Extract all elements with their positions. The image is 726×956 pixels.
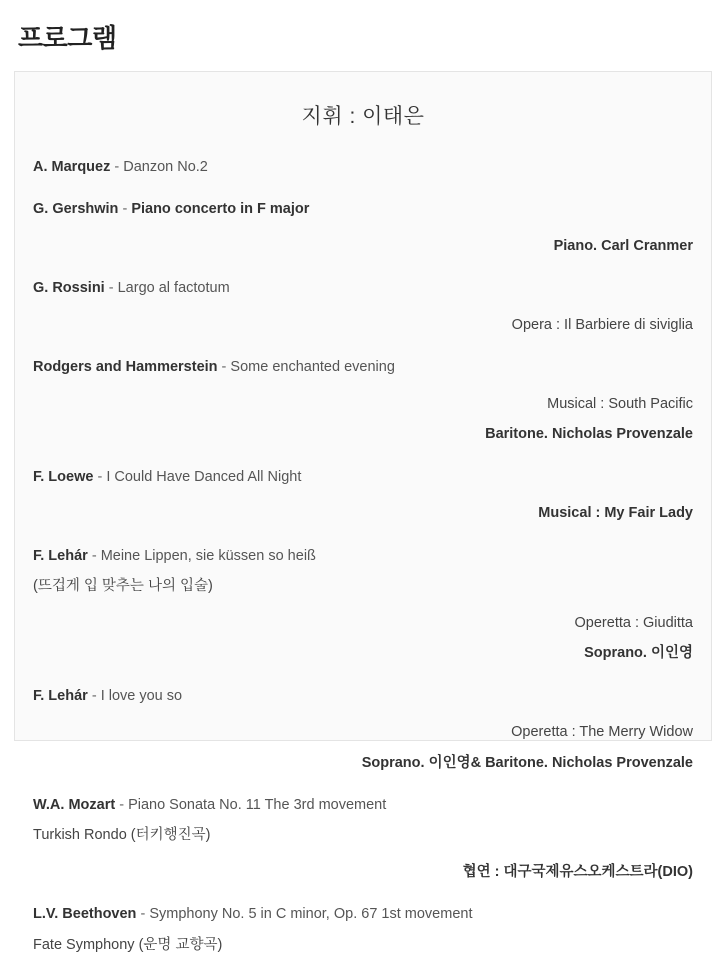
credit-text: Operetta : Giuditta (574, 614, 693, 631)
spacer (27, 926, 699, 934)
work-title: I Could Have Danced All Night (106, 468, 302, 485)
program-piece (27, 794, 699, 816)
spacer (27, 446, 699, 466)
work-title: Symphony No. 5 in C minor, Op. 67 1st movement (149, 906, 473, 923)
program-subline (27, 824, 699, 846)
spacer (27, 774, 699, 794)
spacer (27, 847, 699, 861)
spacer (27, 744, 699, 752)
program-piece (27, 545, 699, 567)
spacer (27, 883, 699, 903)
program-subline (27, 934, 699, 956)
spacer (27, 488, 699, 502)
spacer (27, 525, 699, 545)
composer-name: F. Loewe (33, 468, 94, 485)
program-credit (27, 502, 699, 524)
spacer (27, 379, 699, 393)
program-credit (27, 235, 699, 257)
program-credit (27, 752, 699, 774)
credit-text: Musical : My Fair Lady (538, 505, 693, 522)
credit-text: Soprano. 이인영& Baritone. Nicholas Provenzale (361, 754, 693, 771)
separator-dash: - (115, 796, 129, 813)
separator-dash: - (136, 906, 150, 923)
program-piece (27, 198, 699, 220)
composer-name: A. Marquez (33, 159, 111, 175)
work-title: Piano Sonata No. 11 The 3rd movement (128, 796, 387, 813)
program-piece (27, 685, 699, 707)
work-title: Some enchanted evening (230, 359, 395, 376)
program-piece (27, 277, 699, 299)
composer-name: Rodgers and Hammerstein (33, 359, 218, 376)
program-credit (27, 721, 699, 743)
spacer (27, 300, 699, 314)
composer-name: L.V. Beethoven (33, 906, 137, 923)
credit-text: Operetta : The Merry Widow (511, 724, 693, 741)
credit-text: 협연 : 대구국제유스오케스트라(DIO) (462, 863, 693, 880)
composer-name: G. Gershwin (33, 201, 119, 218)
separator-dash: - (87, 547, 101, 564)
work-title: Meine Lippen, sie küssen so heiß (100, 547, 316, 564)
spacer (27, 665, 699, 685)
separator-dash: - (104, 280, 118, 297)
work-title: Largo al factotum (117, 280, 230, 297)
program-credit (27, 423, 699, 445)
subline-text: (뜨겁게 입 맞추는 나의 입술) (33, 578, 213, 595)
spacer (27, 567, 699, 575)
spacer (27, 598, 699, 612)
spacer (27, 816, 699, 824)
page-title: 프로그램 (18, 23, 117, 53)
spacer (27, 178, 699, 198)
spacer (27, 415, 699, 423)
program-piece (27, 356, 699, 378)
program-piece (27, 903, 699, 925)
separator-dash: - (93, 468, 107, 485)
subline-text: Turkish Rondo (터키행진곡) (33, 827, 211, 844)
work-title: Piano concerto in F major (131, 201, 310, 218)
composer-name: F. Lehár (33, 547, 88, 564)
credit-text: Baritone. Nicholas Provenzale (485, 426, 693, 443)
program-credit (27, 861, 699, 883)
credit-text: Piano. Carl Cranmer (553, 237, 693, 254)
credit-text: Soprano. 이인영 (584, 645, 693, 662)
composer-name: F. Lehár (33, 687, 88, 704)
credit-text: Musical : South Pacific (547, 395, 693, 412)
spacer (27, 257, 699, 277)
program-subline (27, 575, 699, 597)
conductor-line: 지휘 : 이태은 (301, 105, 425, 128)
separator-dash: - (87, 687, 101, 704)
program-piece (27, 466, 699, 488)
spacer (27, 707, 699, 721)
program-list (27, 156, 699, 956)
program-credit (27, 393, 699, 415)
program-credit (27, 612, 699, 634)
separator-dash: - (217, 359, 231, 376)
credit-text: Opera : Il Barbiere di siviglia (511, 316, 693, 333)
separator-dash: - (110, 159, 124, 175)
spacer (27, 221, 699, 235)
subline-text: Fate Symphony (운명 교향곡) (33, 936, 223, 953)
separator-dash: - (118, 201, 132, 218)
work-title: I love you so (100, 687, 183, 704)
program-piece (27, 156, 699, 178)
program-credit (27, 314, 699, 336)
spacer (27, 336, 699, 356)
program-panel (14, 71, 712, 953)
program-credit (27, 642, 699, 664)
spacer (27, 634, 699, 642)
composer-name: G. Rossini (33, 280, 105, 297)
composer-name: W.A. Mozart (33, 796, 116, 813)
work-title: Danzon No.2 (123, 159, 208, 175)
